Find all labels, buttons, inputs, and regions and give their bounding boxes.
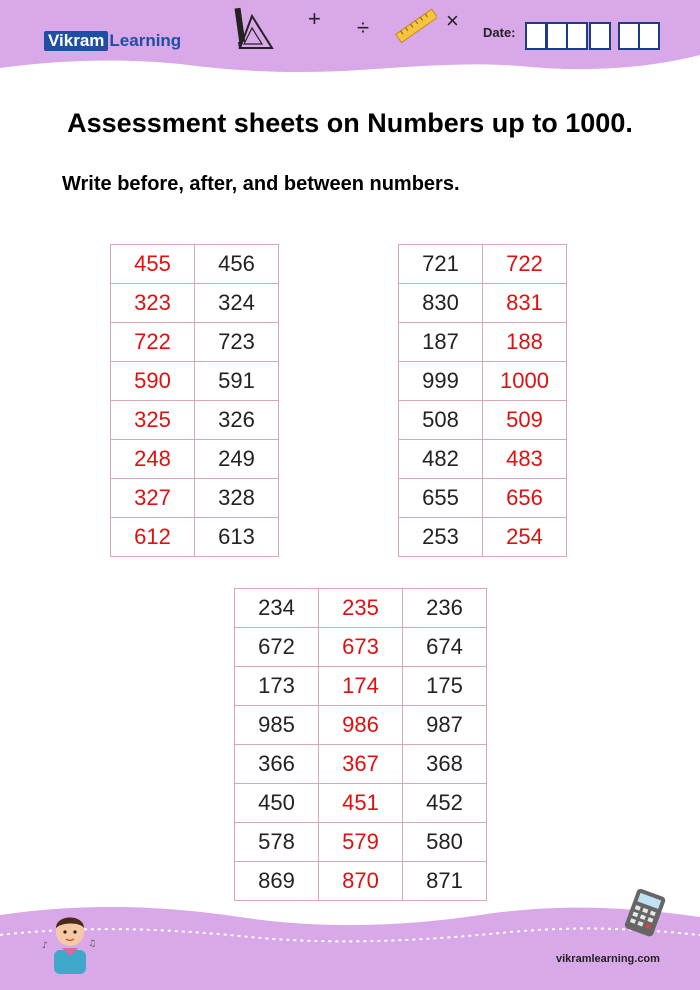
number-cell: 578 bbox=[235, 823, 319, 862]
table-row bbox=[399, 284, 567, 323]
answer-cell: 1000 bbox=[483, 362, 567, 401]
table-row bbox=[111, 245, 279, 284]
svg-text:♪: ♪ bbox=[42, 941, 48, 951]
number-cell: 452 bbox=[403, 784, 487, 823]
date-field-year-part[interactable] bbox=[589, 22, 611, 50]
number-cell: 234 bbox=[235, 589, 319, 628]
website-url[interactable]: vikramlearning.com bbox=[556, 953, 660, 965]
ruler-icon bbox=[393, 8, 437, 46]
times-icon: × bbox=[446, 8, 459, 33]
number-cell: 249 bbox=[195, 440, 279, 479]
number-cell: 328 bbox=[195, 479, 279, 518]
number-cell: 253 bbox=[399, 518, 483, 557]
answer-cell: 483 bbox=[483, 440, 567, 479]
number-cell: 591 bbox=[195, 362, 279, 401]
answer-cell: 235 bbox=[319, 589, 403, 628]
table-row bbox=[235, 784, 487, 823]
number-cell: 508 bbox=[399, 401, 483, 440]
number-cell: 674 bbox=[403, 628, 487, 667]
answer-cell: 590 bbox=[111, 362, 195, 401]
logo-text-learning: Learning bbox=[109, 31, 182, 50]
table-row bbox=[111, 323, 279, 362]
answer-cell: 673 bbox=[319, 628, 403, 667]
table-row bbox=[399, 323, 567, 362]
answer-cell: 831 bbox=[483, 284, 567, 323]
answer-cell: 986 bbox=[319, 706, 403, 745]
number-cell: 368 bbox=[403, 745, 487, 784]
plus-icon: + bbox=[308, 6, 321, 31]
svg-text:♫: ♫ bbox=[88, 939, 97, 949]
number-cell: 456 bbox=[195, 245, 279, 284]
table-row bbox=[111, 401, 279, 440]
answer-cell: 188 bbox=[483, 323, 567, 362]
answer-cell: 367 bbox=[319, 745, 403, 784]
table-row bbox=[399, 518, 567, 557]
number-cell: 187 bbox=[399, 323, 483, 362]
date-field-day[interactable] bbox=[525, 22, 547, 50]
number-cell: 613 bbox=[195, 518, 279, 557]
number-cell: 366 bbox=[235, 745, 319, 784]
answer-cell: 327 bbox=[111, 479, 195, 518]
answer-cell: 656 bbox=[483, 479, 567, 518]
number-cell: 482 bbox=[399, 440, 483, 479]
divide-icon: ÷ bbox=[357, 15, 370, 40]
answer-cell: 579 bbox=[319, 823, 403, 862]
table-row bbox=[235, 628, 487, 667]
date-label: Date: bbox=[483, 25, 516, 40]
answer-cell: 455 bbox=[111, 245, 195, 284]
number-cell: 580 bbox=[403, 823, 487, 862]
calculator-icon bbox=[622, 888, 670, 938]
answer-cell: 722 bbox=[483, 245, 567, 284]
table-row bbox=[235, 745, 487, 784]
answer-cell: 870 bbox=[319, 862, 403, 901]
answer-cell: 325 bbox=[111, 401, 195, 440]
date-field-month[interactable] bbox=[546, 22, 588, 50]
child-character-icon bbox=[42, 902, 98, 974]
before-numbers-table bbox=[110, 244, 279, 557]
table-row bbox=[235, 589, 487, 628]
table-row bbox=[111, 284, 279, 323]
number-cell: 869 bbox=[235, 862, 319, 901]
answer-cell: 248 bbox=[111, 440, 195, 479]
number-cell: 450 bbox=[235, 784, 319, 823]
pencil-set-square-icon bbox=[232, 6, 274, 52]
logo-text-vikram: Vikram bbox=[44, 31, 108, 51]
number-cell: 324 bbox=[195, 284, 279, 323]
answer-cell: 323 bbox=[111, 284, 195, 323]
vikram-learning-logo bbox=[44, 31, 181, 51]
number-cell: 236 bbox=[403, 589, 487, 628]
number-cell: 672 bbox=[235, 628, 319, 667]
table-row bbox=[399, 362, 567, 401]
answer-cell: 451 bbox=[319, 784, 403, 823]
number-cell: 655 bbox=[399, 479, 483, 518]
answer-cell: 722 bbox=[111, 323, 195, 362]
date-field-year[interactable] bbox=[618, 22, 660, 50]
number-cell: 173 bbox=[235, 667, 319, 706]
after-numbers-table bbox=[398, 244, 567, 557]
answer-cell: 612 bbox=[111, 518, 195, 557]
footer-band bbox=[0, 895, 700, 990]
between-numbers-table bbox=[234, 588, 487, 901]
instruction-text: Write before, after, and between numbers. bbox=[62, 173, 460, 195]
answer-cell: 254 bbox=[483, 518, 567, 557]
table-row bbox=[235, 823, 487, 862]
table-row bbox=[111, 362, 279, 401]
table-row bbox=[235, 706, 487, 745]
table-row bbox=[235, 667, 487, 706]
number-cell: 985 bbox=[235, 706, 319, 745]
number-cell: 723 bbox=[195, 323, 279, 362]
number-cell: 175 bbox=[403, 667, 487, 706]
answer-cell: 174 bbox=[319, 667, 403, 706]
table-row bbox=[111, 518, 279, 557]
table-row bbox=[111, 479, 279, 518]
table-row bbox=[399, 440, 567, 479]
table-row bbox=[399, 245, 567, 284]
number-cell: 830 bbox=[399, 284, 483, 323]
table-row bbox=[399, 479, 567, 518]
answer-cell: 509 bbox=[483, 401, 567, 440]
table-row bbox=[399, 401, 567, 440]
number-cell: 326 bbox=[195, 401, 279, 440]
number-cell: 999 bbox=[399, 362, 483, 401]
number-cell: 721 bbox=[399, 245, 483, 284]
number-cell: 871 bbox=[403, 862, 487, 901]
number-cell: 987 bbox=[403, 706, 487, 745]
table-row bbox=[111, 440, 279, 479]
page-title: Assessment sheets on Numbers up to 1000. bbox=[67, 108, 633, 138]
